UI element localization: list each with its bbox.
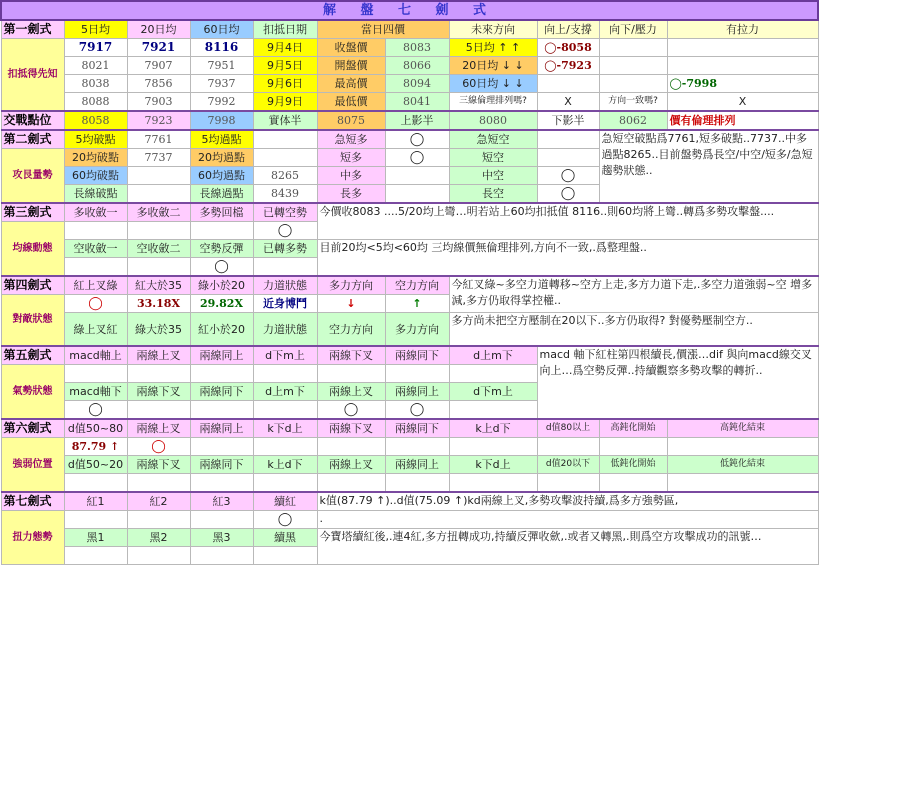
s3-cell bbox=[64, 258, 127, 277]
s3-cell bbox=[64, 222, 127, 240]
s6-cell bbox=[190, 474, 253, 493]
s6-cell: 兩線下叉 bbox=[127, 456, 190, 474]
cross-cell: 7998 bbox=[190, 111, 253, 130]
s1-price-label: 收盤價 bbox=[317, 39, 385, 57]
s2-cell: 短空 bbox=[449, 149, 537, 167]
s2-cell: 急短空 bbox=[449, 130, 537, 149]
s6-cell bbox=[385, 438, 449, 456]
s7-cell: ◯ bbox=[253, 511, 317, 529]
s7-cell: 紅1 bbox=[64, 492, 127, 511]
s3-cell: ◯ bbox=[190, 258, 253, 277]
s3-cell: 空收斂一 bbox=[64, 240, 127, 258]
s2-cell bbox=[253, 149, 317, 167]
s4-cell: 29.82X bbox=[190, 295, 253, 313]
s7-cell bbox=[253, 547, 317, 565]
s2-cell: 中多 bbox=[317, 167, 385, 185]
section-6-side-label: 強弱位置 bbox=[1, 438, 64, 493]
s4-cell: 多力方向 bbox=[385, 313, 449, 347]
s4-cell: 綠小於20 bbox=[190, 276, 253, 295]
header-down-pressure: 向下/壓力 bbox=[599, 20, 667, 39]
section-4-side-label: 對敵狀態 bbox=[1, 295, 64, 347]
s6-cell: 兩線同下 bbox=[190, 456, 253, 474]
s1-cell: 7992 bbox=[190, 93, 253, 112]
s7-cell bbox=[127, 547, 190, 565]
s5-cell: 兩線上叉 bbox=[127, 346, 190, 365]
s7-cell bbox=[127, 511, 190, 529]
s1-answer: X bbox=[537, 93, 599, 112]
s6-cell bbox=[64, 474, 127, 493]
s1-question: 方向一致嗎? bbox=[599, 93, 667, 112]
s1-cell: 7951 bbox=[190, 57, 253, 75]
s1-date: 9月6日 bbox=[253, 75, 317, 93]
s5-cell bbox=[449, 365, 537, 383]
cross-cell: 實体半 bbox=[253, 111, 317, 130]
s1-question: 三線倫理排列嗎? bbox=[449, 93, 537, 112]
s2-cell: 8439 bbox=[253, 185, 317, 204]
s2-cell: ◯ bbox=[537, 167, 599, 185]
s6-cell bbox=[127, 474, 190, 493]
section-6-label: 第六劍式 bbox=[1, 419, 64, 438]
s2-cell: 長線過點 bbox=[190, 185, 253, 204]
s1-cell: 8021 bbox=[64, 57, 127, 75]
s2-cell: 60均過點 bbox=[190, 167, 253, 185]
s6-cell: k下d上 bbox=[449, 456, 537, 474]
s5-cell: d上m下 bbox=[253, 383, 317, 401]
s1-support: ◯-8058 bbox=[537, 39, 599, 57]
s6-cell: 兩線上叉 bbox=[127, 419, 190, 438]
s3-cell: 空收斂二 bbox=[127, 240, 190, 258]
header-20ma: 20日均 bbox=[127, 20, 190, 39]
s2-cell bbox=[385, 185, 449, 204]
s3-cell: 多勢回檔 bbox=[190, 203, 253, 222]
s5-cell: macd軸上 bbox=[64, 346, 127, 365]
s7-cell: 紅3 bbox=[190, 492, 253, 511]
s1-pull bbox=[667, 39, 818, 57]
s2-cell bbox=[253, 130, 317, 149]
s5-cell bbox=[190, 401, 253, 420]
s5-cell bbox=[385, 365, 449, 383]
s3-cell bbox=[190, 222, 253, 240]
s6-cell bbox=[385, 474, 449, 493]
s7-cell: 黑3 bbox=[190, 529, 253, 547]
s1-support: ◯-7923 bbox=[537, 57, 599, 75]
s1-price-label: 開盤價 bbox=[317, 57, 385, 75]
s3-cell: ◯ bbox=[253, 222, 317, 240]
s1-direction: 60日均 ↓ ↓ bbox=[449, 75, 537, 93]
s1-price: 8041 bbox=[385, 93, 449, 112]
s1-price-label: 最低價 bbox=[317, 93, 385, 112]
s5-cell: macd軸下 bbox=[64, 383, 127, 401]
s1-cell: 7903 bbox=[127, 93, 190, 112]
section-5-label: 第五劍式 bbox=[1, 346, 64, 365]
s2-cell: 60均破點 bbox=[64, 167, 127, 185]
s1-cell: 8038 bbox=[64, 75, 127, 93]
s1-pressure bbox=[599, 75, 667, 93]
s4-cell: ↑ bbox=[385, 295, 449, 313]
s2-cell bbox=[537, 149, 599, 167]
s2-cell: ◯ bbox=[537, 185, 599, 204]
s1-price: 8066 bbox=[385, 57, 449, 75]
s4-note-1: 今紅叉綠~多空力道轉移~空方上走,多方力道下走,.多空力道強弱~空 增多減,多方仍取得掌控權.. bbox=[449, 276, 818, 313]
s5-note: macd 軸下紅柱第四根續長,價漲…dif 與向macd線交叉向上…爲空勢反彈..持續觀察多勢攻擊的轉折.. bbox=[537, 346, 818, 419]
s2-note: 急短空破點爲7761,短多破點..7737..中多過點8265..目前盤勢爲長空/中空/短多/急短趨勢狀態.. bbox=[599, 130, 818, 203]
s1-cell: 7937 bbox=[190, 75, 253, 93]
s6-cell: 87.79 ↑ bbox=[64, 438, 127, 456]
s6-cell: k上d下 bbox=[253, 456, 317, 474]
s3-cell bbox=[127, 222, 190, 240]
s5-cell: 兩線下叉 bbox=[127, 383, 190, 401]
s2-cell: 長線破點 bbox=[64, 185, 127, 204]
header-pull: 有拉力 bbox=[667, 20, 818, 39]
s2-cell: 長多 bbox=[317, 185, 385, 204]
s3-cell: 已轉空勢 bbox=[253, 203, 317, 222]
s5-cell: ◯ bbox=[317, 401, 385, 420]
s7-cell: 續紅 bbox=[253, 492, 317, 511]
s2-cell bbox=[127, 185, 190, 204]
cross-cell: 8075 bbox=[317, 111, 385, 130]
s2-cell: 20均過點 bbox=[190, 149, 253, 167]
s7-cell bbox=[190, 511, 253, 529]
header-offset-date: 扣抵日期 bbox=[253, 20, 317, 39]
s6-cell: d值50~80 bbox=[64, 419, 127, 438]
s1-support bbox=[537, 75, 599, 93]
s4-cell: 近身博鬥 bbox=[253, 295, 317, 313]
s2-cell: 5均過點 bbox=[190, 130, 253, 149]
s6-cell: ◯ bbox=[127, 438, 190, 456]
s2-cell: 7737 bbox=[127, 149, 190, 167]
s6-cell: k上d下 bbox=[449, 419, 537, 438]
section-7-label: 第七劍式 bbox=[1, 492, 64, 511]
s1-cell: 7917 bbox=[64, 39, 127, 57]
s6-cell bbox=[537, 438, 599, 456]
s5-cell: 兩線同上 bbox=[385, 383, 449, 401]
s2-cell bbox=[537, 130, 599, 149]
s3-note-2: 目前20均<5均<60均 三均線價無倫理排列,方向不一致,.爲整理盤.. bbox=[317, 240, 818, 277]
s5-cell bbox=[253, 365, 317, 383]
s7-note-1: k值(87.79 ↑)..d值(75.09 ↑)kd兩線上叉,多勢攻擊波持續,爲多方強勢區, bbox=[317, 492, 818, 511]
s1-date: 9月5日 bbox=[253, 57, 317, 75]
s1-price: 8094 bbox=[385, 75, 449, 93]
s5-cell bbox=[253, 401, 317, 420]
cross-cell: 價有倫理排列 bbox=[667, 111, 818, 130]
cross-cell: 7923 bbox=[127, 111, 190, 130]
s2-cell: 急短多 bbox=[317, 130, 385, 149]
s4-cell: ◯ bbox=[64, 295, 127, 313]
s6-cell bbox=[599, 438, 667, 456]
s2-cell: 5均破點 bbox=[64, 130, 127, 149]
s5-cell bbox=[190, 365, 253, 383]
s6-cell: 高鈍化結束 bbox=[667, 419, 818, 438]
s1-cell: 7921 bbox=[127, 39, 190, 57]
s5-cell: 兩線同下 bbox=[385, 346, 449, 365]
s1-cell: 7856 bbox=[127, 75, 190, 93]
s6-cell bbox=[449, 474, 537, 493]
s5-cell: ◯ bbox=[64, 401, 127, 420]
s2-cell: 8265 bbox=[253, 167, 317, 185]
s5-cell bbox=[317, 365, 385, 383]
s4-cell: 33.18X bbox=[127, 295, 190, 313]
s3-cell bbox=[253, 258, 317, 277]
s1-date: 9月4日 bbox=[253, 39, 317, 57]
s2-cell: 中空 bbox=[449, 167, 537, 185]
s6-cell: 高鈍化開始 bbox=[599, 419, 667, 438]
s5-cell: ◯ bbox=[385, 401, 449, 420]
s7-note-2: 今寶塔續紅後,.連4紅,多方扭轉成功,持續反彈收歛,.或者又轉黑,.則爲空方攻擊成功的訊號… bbox=[317, 529, 818, 565]
s6-cell bbox=[599, 474, 667, 493]
s6-cell bbox=[190, 438, 253, 456]
cross-cell: 8062 bbox=[599, 111, 667, 130]
s7-cell: 續黑 bbox=[253, 529, 317, 547]
header-5ma: 5日均 bbox=[64, 20, 127, 39]
cross-cell: 上影半 bbox=[385, 111, 449, 130]
section-1-label: 第一劍式 bbox=[1, 20, 64, 39]
s2-cell: 長空 bbox=[449, 185, 537, 204]
s3-cell: 空勢反彈 bbox=[190, 240, 253, 258]
s1-direction: 20日均 ↓ ↓ bbox=[449, 57, 537, 75]
s7-cell bbox=[190, 547, 253, 565]
s1-pressure bbox=[599, 39, 667, 57]
section-2-side-label: 攻艮量勢 bbox=[1, 149, 64, 204]
header-future-direction: 未來方向 bbox=[449, 20, 537, 39]
s4-cell: 空力方向 bbox=[317, 313, 385, 347]
s6-cell bbox=[253, 474, 317, 493]
s3-cell: 多收斂二 bbox=[127, 203, 190, 222]
s1-pull: ◯-7998 bbox=[667, 75, 818, 93]
s2-cell bbox=[127, 167, 190, 185]
s4-cell: 力道狀態 bbox=[253, 276, 317, 295]
s6-cell: 兩線同下 bbox=[385, 419, 449, 438]
s5-cell: d上m下 bbox=[449, 346, 537, 365]
s4-cell: 空力方向 bbox=[385, 276, 449, 295]
s6-cell: d值80以上 bbox=[537, 419, 599, 438]
header-60ma: 60日均 bbox=[190, 20, 253, 39]
s4-cell: 多力方向 bbox=[317, 276, 385, 295]
s7-note-1b: . bbox=[317, 511, 818, 529]
cross-cell: 下影半 bbox=[537, 111, 599, 130]
s4-cell: 紅小於20 bbox=[190, 313, 253, 347]
s6-cell: d值50~20 bbox=[64, 456, 127, 474]
cross-cell: 8058 bbox=[64, 111, 127, 130]
s2-cell: ◯ bbox=[385, 130, 449, 149]
s5-cell: 兩線同下 bbox=[190, 383, 253, 401]
s1-answer: X bbox=[667, 93, 818, 112]
s6-cell bbox=[317, 438, 385, 456]
s7-cell bbox=[64, 547, 127, 565]
s6-cell: 低鈍化開始 bbox=[599, 456, 667, 474]
s1-pressure bbox=[599, 57, 667, 75]
s1-cell: 8088 bbox=[64, 93, 127, 112]
s4-cell: 紅大於35 bbox=[127, 276, 190, 295]
s6-cell bbox=[667, 438, 818, 456]
s6-cell: 兩線上叉 bbox=[317, 456, 385, 474]
section-1-side-label: 扣抵得先知 bbox=[1, 39, 64, 112]
s2-cell bbox=[385, 167, 449, 185]
s6-cell bbox=[537, 474, 599, 493]
s5-cell: d下m上 bbox=[449, 383, 537, 401]
section-4-label: 第四劍式 bbox=[1, 276, 64, 295]
header-four-prices: 當日四價 bbox=[317, 20, 449, 39]
s1-price: 8083 bbox=[385, 39, 449, 57]
s2-cell: 短多 bbox=[317, 149, 385, 167]
s6-cell: 兩線同上 bbox=[190, 419, 253, 438]
s1-price-label: 最高價 bbox=[317, 75, 385, 93]
s7-cell: 黑2 bbox=[127, 529, 190, 547]
s6-cell bbox=[667, 474, 818, 493]
header-up-support: 向上/支撐 bbox=[537, 20, 599, 39]
s1-pull bbox=[667, 57, 818, 75]
s2-cell: ◯ bbox=[385, 149, 449, 167]
s5-cell bbox=[64, 365, 127, 383]
s6-cell: 兩線同上 bbox=[385, 456, 449, 474]
s3-cell: 多收斂一 bbox=[64, 203, 127, 222]
s1-date: 9月9日 bbox=[253, 93, 317, 112]
s6-cell: d值20以下 bbox=[537, 456, 599, 474]
section-7-side-label: 扭力態勢 bbox=[1, 511, 64, 565]
s6-cell: 低鈍化結束 bbox=[667, 456, 818, 474]
s3-cell: 已轉多勢 bbox=[253, 240, 317, 258]
s6-cell: 兩線下叉 bbox=[317, 419, 385, 438]
section-5-side-label: 氣勢狀態 bbox=[1, 365, 64, 420]
s6-cell: k下d上 bbox=[253, 419, 317, 438]
s5-cell: 兩線下叉 bbox=[317, 346, 385, 365]
s2-cell: 7761 bbox=[127, 130, 190, 149]
s1-cell: 8116 bbox=[190, 39, 253, 57]
page-title: 解 盤 七 劍 式 bbox=[1, 1, 818, 20]
s2-cell: 20均破點 bbox=[64, 149, 127, 167]
s4-cell: 紅上叉綠 bbox=[64, 276, 127, 295]
s1-cell: 7907 bbox=[127, 57, 190, 75]
s7-cell: 黑1 bbox=[64, 529, 127, 547]
s5-cell bbox=[449, 401, 537, 420]
s7-cell bbox=[64, 511, 127, 529]
section-3-label: 第三劍式 bbox=[1, 203, 64, 222]
s4-note-2: 多方尚未把空方壓制在20以下..多方仍取得? 對優勢壓制空方.. bbox=[449, 313, 818, 347]
cross-label: 交戰點位 bbox=[1, 111, 64, 130]
s3-note-1: 今價收8083 ....5/20均上彎…明若站上60均扣抵值 8116..則60均將上彎..轉爲多勢攻擊盤.... bbox=[317, 203, 818, 240]
section-2-label: 第二劍式 bbox=[1, 130, 64, 149]
s4-cell: 力道狀態 bbox=[253, 313, 317, 347]
s5-cell: 兩線同上 bbox=[190, 346, 253, 365]
s5-cell: d下m上 bbox=[253, 346, 317, 365]
s1-direction: 5日均 ↑ ↑ bbox=[449, 39, 537, 57]
s5-cell bbox=[127, 401, 190, 420]
s4-cell: 綠大於35 bbox=[127, 313, 190, 347]
s3-cell bbox=[127, 258, 190, 277]
s7-cell: 紅2 bbox=[127, 492, 190, 511]
s5-cell bbox=[127, 365, 190, 383]
cross-cell: 8080 bbox=[449, 111, 537, 130]
section-3-side-label: 均線動態 bbox=[1, 222, 64, 277]
s5-cell: 兩線上叉 bbox=[317, 383, 385, 401]
s6-cell bbox=[253, 438, 317, 456]
s4-cell: 綠上叉紅 bbox=[64, 313, 127, 347]
s6-cell bbox=[317, 474, 385, 493]
s4-cell: ↓ bbox=[317, 295, 385, 313]
s6-cell bbox=[449, 438, 537, 456]
